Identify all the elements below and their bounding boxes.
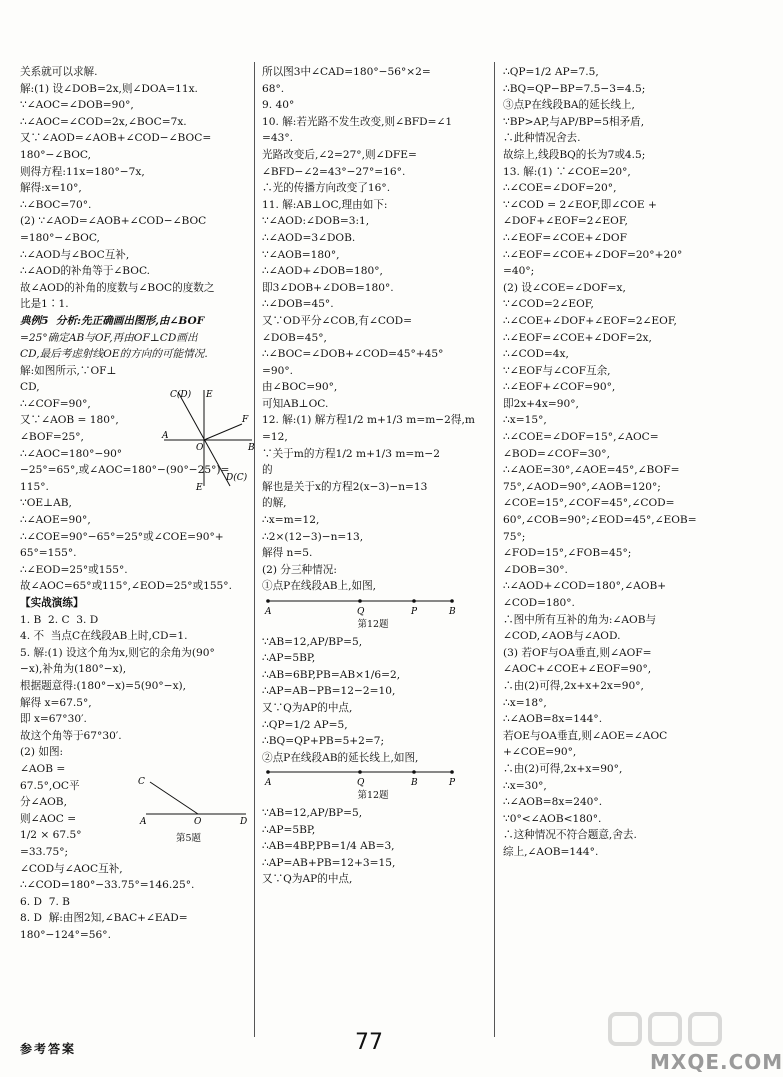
text-line: 即3∠DOB+∠DOB=180°.	[262, 281, 394, 294]
text-line: ∴∠EOF=∠COE+∠DOF	[503, 231, 627, 244]
text-line: 故∠AOD的补角的度数与∠BOC的度数之	[20, 281, 215, 294]
fig1-label-e-bottom: E	[196, 483, 203, 493]
seg2-label-p: P	[449, 778, 456, 789]
column-divider-2	[494, 62, 495, 1037]
text-line: ∴AB=6BP,PB=AB×1/6=2,	[262, 668, 401, 681]
text-line: ∴AP=AB+PB=12+3=15,	[262, 856, 396, 869]
text-line: 又∵OD平分∠COB,有∠COD=	[262, 314, 413, 327]
footer-label: 参考答案	[20, 1042, 77, 1056]
text-line: ∴∠AOD+∠DOB=180°,	[262, 265, 383, 278]
text-line: ∠FOD=15°,∠FOB=45°;	[503, 547, 632, 560]
fig5-label-c: C	[138, 777, 145, 787]
text-line: ∠DOB=30°.	[503, 563, 568, 576]
text-line: (3) 若OF与OA垂直,则∠AOF=	[503, 646, 652, 659]
text-line: ∴∠COE=∠DOF=20°,	[503, 182, 617, 195]
text-line: ∴∠AOE=90°,	[20, 514, 91, 527]
text-line: ∴∠AOD=3∠DOB.	[262, 231, 356, 244]
text-line: ∴∠EOD=25°或155°.	[20, 563, 128, 576]
text-line: ∴∠COF=90°,	[20, 397, 91, 410]
text-line: ∵∠AOC=∠DOB=90°,	[20, 99, 134, 112]
text-line: 11. 解:AB⊥OC,理由如下:	[262, 198, 388, 211]
column-divider-1	[254, 62, 255, 1037]
text-line: ∴BQ=QP−BP=7.5−3=4.5;	[503, 82, 646, 95]
text-line: ∴∠BOC=∠DOB+∠COD=45°+45°	[262, 348, 444, 361]
text-line: ∵OE⊥AB,	[20, 497, 72, 510]
text-line: ∴光的传播方向改变了16°.	[262, 182, 391, 195]
fig5-label-a: A	[140, 817, 147, 827]
text-line: ∴x=15°,	[503, 414, 547, 427]
text-line: CD,最后考虑射线OE的方向的可能情况.	[20, 348, 208, 361]
text-line: 解得:x=10°,	[20, 182, 82, 195]
text-line: =180°−∠BOC,	[20, 231, 100, 244]
text-line: ∴∠COE+∠DOF+∠EOF=2∠EOF,	[503, 314, 677, 327]
text-line: ∴∠DOB=45°.	[262, 298, 334, 311]
text-line: ∴AP=5BP,	[262, 652, 316, 665]
text-line: 67.5°,OC平	[20, 779, 80, 792]
text-line: ∴∠AOD+∠COD=180°,∠AOB+	[503, 580, 667, 593]
fig5-caption: 第5题	[176, 833, 202, 844]
text-line: ∵∠COD=2∠EOF,	[503, 298, 594, 311]
segment-figure-2	[262, 766, 484, 788]
text-line: 即 x=67°30′.	[20, 713, 87, 726]
fig1-label-a: A	[162, 431, 169, 441]
point-p	[412, 599, 416, 603]
fig1-label-o: O	[196, 443, 204, 453]
text-line: ∴AP=5BP,	[262, 823, 316, 836]
angle-figure-problem5	[128, 760, 250, 832]
text-line: 8. D 解:由图2知,∠BAC+∠EAD=	[20, 912, 188, 925]
text-line: −25°=65°,或∠AOC=180°−(90°−25°)=	[20, 464, 230, 477]
text-line: =12,	[262, 431, 288, 444]
text-line: ∴∠AOD与∠BOC互补,	[20, 248, 130, 261]
text-line: ∴BQ=QP+PB=5+2=7;	[262, 735, 385, 748]
seg1-label-a: A	[265, 607, 272, 617]
text-line: ∴图中所有互补的角为:∠AOB与	[503, 613, 657, 626]
column-3	[503, 64, 735, 861]
text-line: ∵∠EOF与∠COF互余,	[503, 364, 611, 377]
text-line: ∴∠AOB=8x=240°.	[503, 796, 603, 809]
text-line: 解得 n=5.	[262, 547, 313, 560]
text-line: ∴这种情况不符合题意,舍去.	[503, 829, 637, 842]
text-line: ①点P在线段AB上,如图,	[262, 580, 377, 593]
point-b	[412, 771, 416, 775]
text-line: 解也是关于x的方程2(x−3)−n=13	[262, 480, 428, 493]
text-line: ∠BFD−∠2=43°−27°=16°.	[262, 165, 406, 178]
seg1-caption: 第12题	[357, 619, 389, 630]
text-line: 9. 40°	[262, 99, 295, 112]
text-line: 5. 解:(1) 设这个角为x,则它的余角为(90°	[20, 646, 215, 659]
text-line: 1. B 2. C 3. D	[20, 613, 99, 626]
point-a	[266, 599, 270, 603]
text-line: −x),补角为(180°−x),	[20, 663, 127, 676]
text-line: 又∵∠AOB = 180°,	[20, 414, 119, 427]
text-line: 180°−∠BOC,	[20, 148, 92, 161]
column-2-part-b	[262, 634, 484, 767]
text-line: 的解,	[262, 497, 287, 510]
text-line: 6. D 7. B	[20, 895, 70, 908]
text-line: 的	[262, 464, 273, 477]
seg2-label-b: B	[411, 778, 418, 789]
text-line: 1/2 × 67.5°	[20, 829, 82, 842]
text-line: ∠BOD=∠COF=30°,	[503, 447, 610, 460]
point-b	[450, 599, 454, 603]
point-q	[358, 771, 362, 775]
column-2-part-a	[262, 64, 484, 595]
text-line: 解:如图所示,∵OF⊥	[20, 364, 117, 377]
text-line: ∴∠AOE=30°,∠AOE=45°,∠BOF=	[503, 464, 680, 477]
segment-figure-1	[262, 595, 484, 617]
text-line: (2) 分三种情况:	[262, 563, 337, 576]
text-line: ∴∠BOC=70°.	[20, 198, 92, 211]
fig5-label-d: D	[240, 817, 248, 827]
text-line: ∵∠AOB=180°,	[262, 248, 340, 261]
fig1-label-e-top: E	[206, 390, 213, 400]
watermark-text: MXQE.COM	[650, 1050, 783, 1074]
fig1-label-cd: C(D)	[170, 390, 192, 400]
text-line: =43°.	[262, 132, 294, 145]
fig1-label-dc: D(C)	[226, 473, 248, 483]
text-line: ∴∠AOD的补角等于∠BOC.	[20, 265, 151, 278]
text-line: 12. 解:(1) 解方程1/2 m+1/3 m=m−2得,m	[262, 414, 475, 427]
text-line: 比是1∶1.	[20, 298, 69, 311]
text-line: 故∠AOC=65°或115°,∠EOD=25°或155°.	[20, 580, 232, 593]
text-line: ∴∠COD=180°−33.75°=146.25°.	[20, 879, 195, 892]
text-line: ∴∠EOF=∠COE+∠DOF=20°+20°	[503, 248, 683, 261]
text-line: ∵AB=12,AP/BP=5,	[262, 806, 363, 819]
text-line: 【实战演练】	[20, 597, 84, 609]
seg2-label-a: A	[265, 778, 272, 789]
text-line: 解:(1) 设∠DOB=2x,则∠DOA=11x.	[20, 82, 198, 95]
text-line: ∠COD=180°.	[503, 597, 575, 609]
text-line: 根据题意得:(180°−x)=5(90°−x),	[20, 679, 187, 692]
text-line: 则∠AOC =	[20, 812, 77, 825]
text-line: ∴x=m=12,	[262, 514, 320, 527]
text-line: 60°,∠COB=90°;∠EOD=45°,∠EOB=	[503, 514, 697, 527]
point-q	[358, 599, 362, 603]
text-line: ∵关于m的方程1/2 m+1/3 m=m−2	[262, 447, 440, 460]
text-line: ∴∠COE=∠DOF=15°,∠AOC=	[503, 431, 659, 444]
text-line: ∴∠COD=4x,	[503, 348, 569, 361]
text-line: 75°,∠AOD=90°,∠AOB=120°;	[503, 480, 661, 493]
text-line: ∴∠EOF+∠COF=90°,	[503, 381, 616, 394]
text-line: ∠AOC+∠COE+∠EOF=90°,	[503, 663, 652, 676]
text-line: CD,	[20, 381, 40, 394]
text-line: ∠COD与∠AOC互补,	[20, 862, 123, 875]
point-a	[266, 771, 270, 775]
text-line: =25°确定AB与OF,再由OF⊥CD画出	[20, 331, 198, 344]
text-line: ∵∠AOD:∠DOB=3:1,	[262, 215, 370, 228]
text-line: 又∵Q为AP的中点,	[262, 701, 353, 714]
seg1-label-q: Q	[357, 607, 365, 617]
fig1-label-b: B	[248, 443, 255, 453]
text-line: =33.75°;	[20, 845, 69, 858]
text-line: 典例5 分析:先正确画出图形,由∠BOF	[20, 314, 205, 327]
angle-figure-example5	[160, 386, 260, 494]
text-line: ∠COD,∠AOB与∠AOD.	[503, 630, 621, 643]
text-line: 68°.	[262, 82, 285, 95]
text-line: ∵AB=12,AP/BP=5,	[262, 635, 363, 648]
text-line: 则得方程:11x=180°−7x,	[20, 165, 145, 178]
text-line: ∴AB=4BP,PB=1/4 AB=3,	[262, 840, 395, 853]
text-line: ∴此种情况舍去.	[503, 132, 581, 145]
text-line: ∴QP=1/2 AP=7.5,	[503, 66, 599, 78]
text-line: 由∠BOC=90°,	[262, 381, 338, 394]
text-line: 115°.	[20, 480, 49, 493]
text-line: 若OE与OA垂直,则∠AOE=∠AOC	[503, 729, 668, 742]
text-line: ∴由(2)可得,2x+x=90°,	[503, 762, 623, 775]
text-line: ∠COE=15°,∠COF=45°,∠COD=	[503, 497, 675, 510]
text-line: =90°.	[262, 364, 294, 377]
point-p	[450, 771, 454, 775]
text-line: ②点P在线段AB的延长线上,如图,	[262, 751, 419, 764]
text-line: 关系就可以求解.	[20, 66, 98, 78]
text-line: 75°;	[503, 530, 526, 543]
text-line: ∴由(2)可得,2x+x+2x=90°,	[503, 679, 644, 692]
text-line: ∠DOB=45°,	[262, 331, 327, 344]
text-line: ∵BP>AP,与AP/BP=5相矛盾,	[503, 115, 645, 128]
text-line: 即2x+4x=90°,	[503, 397, 579, 410]
seg1-label-p: P	[411, 607, 418, 617]
text-line: ∴x=18°,	[503, 696, 547, 709]
page-number: 77	[355, 1030, 383, 1055]
text-line: ∴∠EOF=∠COE+∠DOF=2x,	[503, 331, 652, 344]
text-line: 10. 解:若光路不发生改变,则∠BFD=∠1	[262, 115, 453, 128]
text-line: 又∵Q为AP的中点,	[262, 873, 353, 886]
column-2-part-c	[262, 805, 484, 888]
text-line: ∴∠COE=90°−65°=25°或∠COE=90°+	[20, 530, 224, 543]
seg1-label-b: B	[449, 607, 456, 617]
text-line: 光路改变后,∠2=27°,则∠DFE=	[262, 148, 417, 161]
text-line: ∴∠AOC=∠COD=2x,∠BOC=7x.	[20, 115, 187, 128]
text-line: 可知AB⊥OC.	[262, 397, 329, 410]
text-line: 4. 不 当点C在线段AB上时,CD=1.	[20, 630, 188, 643]
text-line: ∴∠AOB=8x=144°.	[503, 713, 603, 726]
column-2	[262, 64, 484, 888]
text-line: 180°−124°=56°.	[20, 928, 111, 941]
text-line: ∵0°<∠AOB<180°.	[503, 812, 602, 825]
text-line: ∠DOF+∠EOF=2∠EOF,	[503, 215, 628, 228]
fig5-label-o: O	[194, 817, 202, 827]
text-line: ∴2×(12−3)−n=13,	[262, 530, 364, 543]
text-line: ∵∠COD = 2∠EOF,即∠COE +	[503, 198, 657, 211]
text-line: 65°=155°.	[20, 547, 77, 560]
text-line: ∴AP=AB−PB=12−2=10,	[262, 685, 396, 698]
text-line: +∠COE=90°,	[503, 746, 577, 759]
text-line: (2) ∵∠AOD=∠AOB+∠COD−∠BOC	[20, 215, 207, 228]
text-line: 所以图3中∠CAD=180°−56°×2=	[262, 66, 431, 78]
text-line: ③点P在线段BA的延长线上,	[503, 99, 635, 112]
text-line: 故这个角等于67°30′.	[20, 729, 122, 742]
text-line: ∴QP=1/2 AP=5,	[262, 718, 348, 731]
text-line: (2) 设∠COE=∠DOF=x,	[503, 281, 626, 294]
text-line: 13. 解:(1) ∵∠COE=20°,	[503, 165, 631, 178]
text-line: ∴x=30°,	[503, 779, 547, 792]
seg2-caption: 第12题	[357, 790, 389, 802]
text-line: ∠AOB =	[20, 762, 66, 775]
text-line: 解得 x=67.5°,	[20, 696, 92, 709]
text-line: ∠BOF=25°,	[20, 431, 84, 444]
text-line: (2) 如图:	[20, 746, 64, 759]
text-line: 综上,∠AOB=144°.	[503, 845, 599, 858]
text-line: 分∠AOB,	[20, 796, 67, 809]
text-line: 又∵∠AOD=∠AOB+∠COD−∠BOC=	[20, 132, 212, 145]
text-line: ∴∠AOC=180°−90°	[20, 447, 123, 460]
seg2-label-q: Q	[357, 778, 365, 789]
text-line: =40°;	[503, 265, 535, 278]
fig1-label-f: F	[242, 415, 249, 425]
text-line: 故综上,线段BQ的长为7或4.5;	[503, 148, 646, 161]
